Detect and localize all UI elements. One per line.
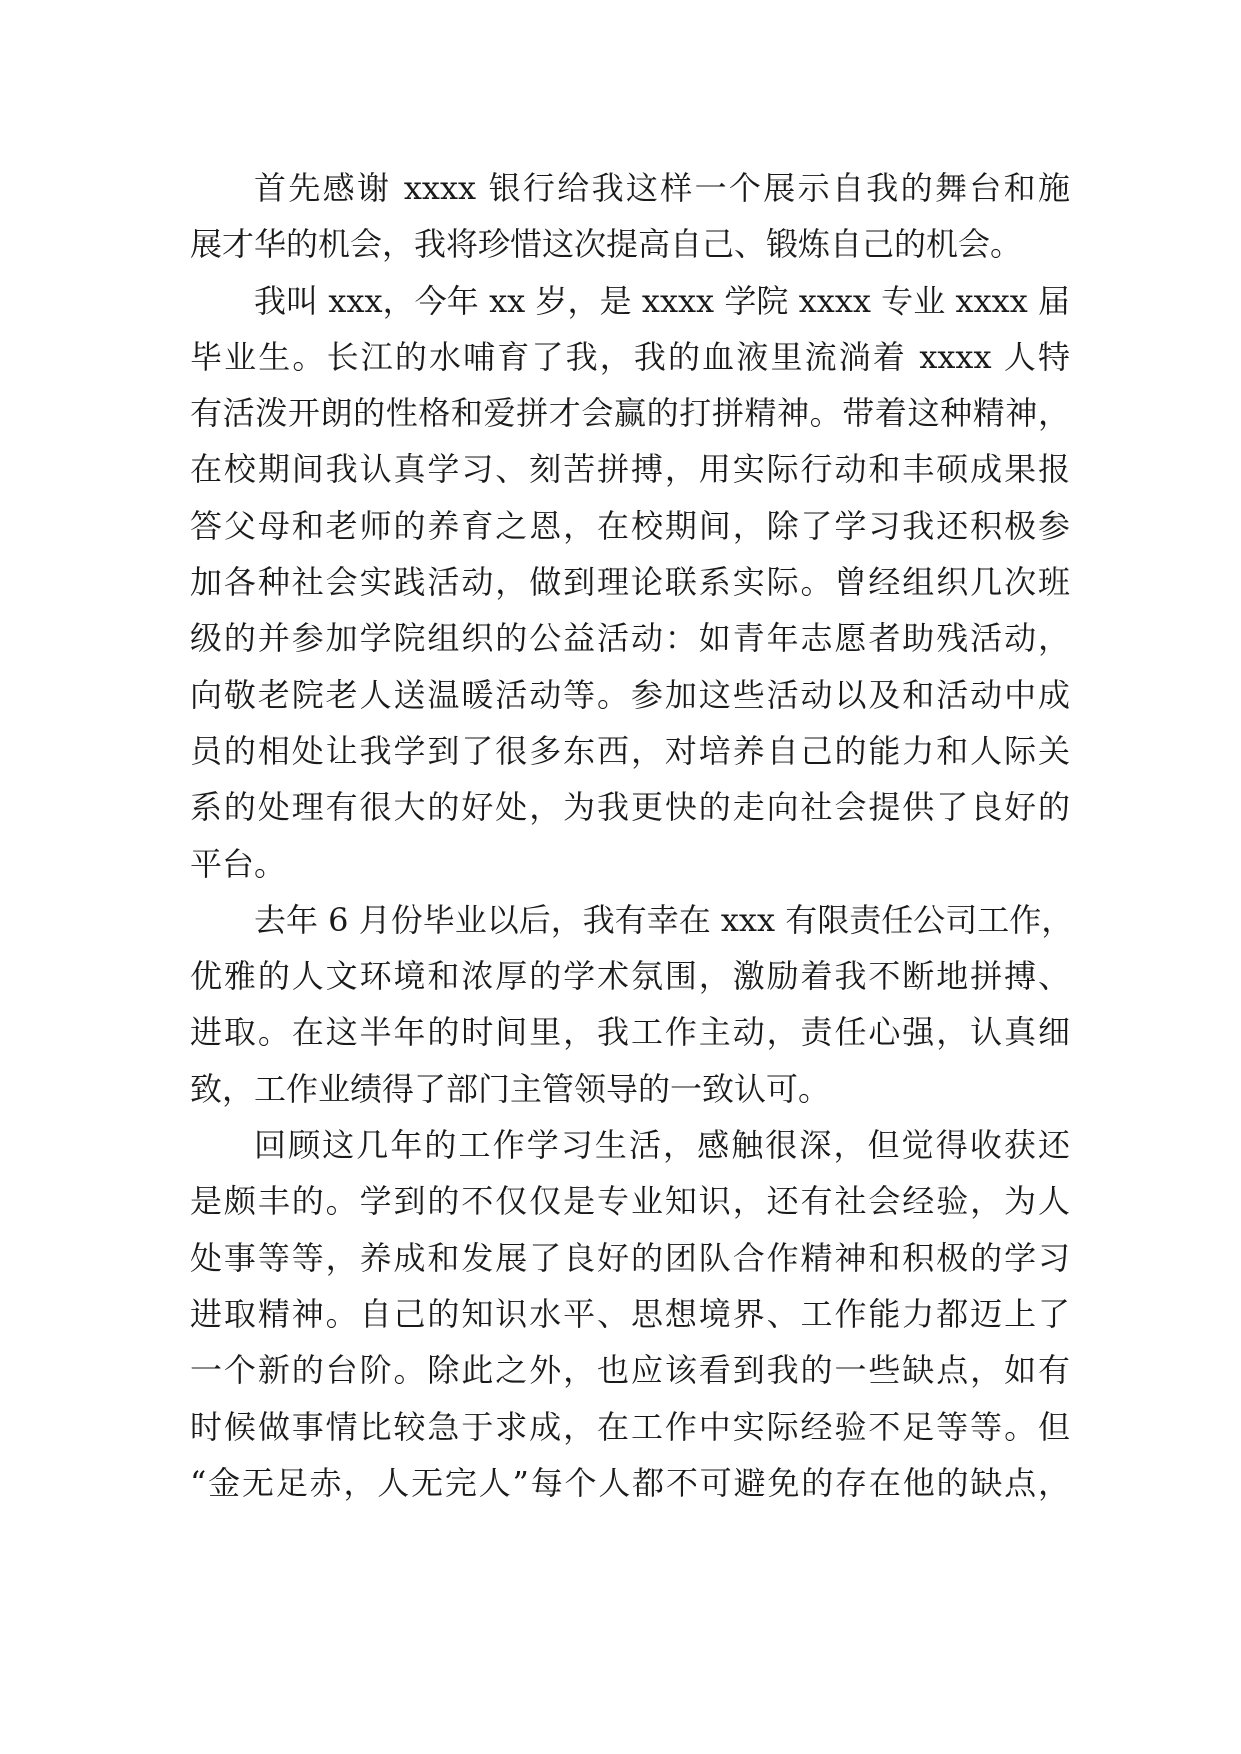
text-line: 加各种社会实践活动，做到理论联系实际。曾经组织几次班 <box>190 563 1070 602</box>
text-line: 展才华的机会，我将珍惜这次提高自己、锻炼自己的机会。 <box>190 225 1023 264</box>
text-line: 有活泼开朗的性格和爱拼才会赢的打拼精神。带着这种精神， <box>190 394 1070 433</box>
text-line: 回顾这几年的工作学习生活，感触很深，但觉得收获还 <box>254 1126 1070 1165</box>
text-line: 时候做事情比较急于求成，在工作中实际经验不足等等。但 <box>190 1407 1070 1446</box>
text-line: 优雅的人文环境和浓厚的学术氛围，激励着我不断地拼搏、 <box>190 957 1070 996</box>
document-body <box>190 160 1074 1511</box>
text-line: 我叫 xxx，今年 xx 岁，是 xxxx 学院 xxxx 专业 xxxx 届 <box>254 281 1070 320</box>
text-line: 一个新的台阶。除此之外，也应该看到我的一些缺点，如有 <box>190 1351 1070 1390</box>
text-line: 去年 6 月份毕业以后，我有幸在 xxx 有限责任公司工作， <box>254 900 1074 939</box>
text-line: 毕业生。长江的水哺育了我，我的血液里流淌着 xxxx 人特 <box>190 337 1070 376</box>
text-line: 是颇丰的。学到的不仅仅是专业知识，还有社会经验，为人 <box>190 1182 1070 1221</box>
text-line: 向敬老院老人送温暖活动等。参加这些活动以及和活动中成 <box>190 675 1070 714</box>
text-line: 答父母和老师的养育之恩，在校期间，除了学习我还积极参 <box>190 506 1070 545</box>
text-line: 系的处理有很大的好处，为我更快的走向社会提供了良好的 <box>190 788 1070 827</box>
text-line: 处事等等，养成和发展了良好的团队合作精神和积极的学习 <box>190 1238 1070 1277</box>
text-line: 级的并参加学院组织的公益活动：如青年志愿者助残活动， <box>190 619 1070 658</box>
text-line: “金无足赤，人无完人”每个人都不可避免的存在他的缺点， <box>190 1463 1070 1502</box>
text-line: 员的相处让我学到了很多东西，对培养自己的能力和人际关 <box>190 731 1070 770</box>
text-line: 致，工作业绩得了部门主管领导的一致认可。 <box>190 1069 831 1108</box>
text-line: 平台。 <box>190 844 287 883</box>
text-line: 进取精神。自己的知识水平、思想境界、工作能力都迈上了 <box>190 1294 1070 1333</box>
text-line: 进取。在这半年的时间里，我工作主动，责任心强，认真细 <box>190 1013 1070 1052</box>
text-line: 在校期间我认真学习、刻苦拼搏，用实际行动和丰硕成果报 <box>190 450 1070 489</box>
text-line: 首先感谢 xxxx 银行给我这样一个展示自我的舞台和施 <box>254 169 1070 207</box>
